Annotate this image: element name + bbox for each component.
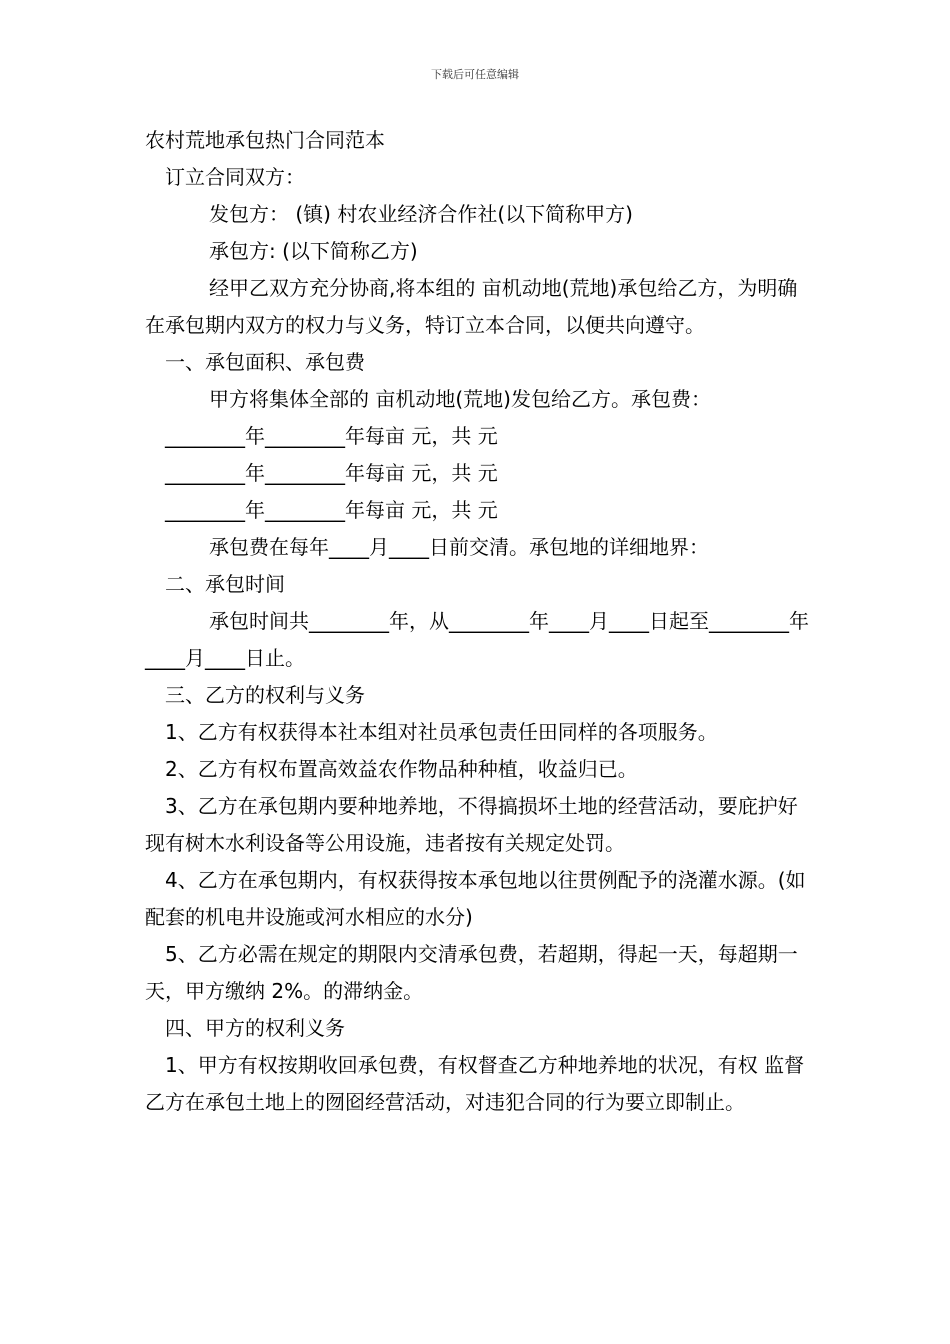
list-item: 4、乙方在承包期内，有权获得按本承包地以往贯例配予的浇灌水源。(如配套的机电井设施或河水相应的水分) [145, 868, 806, 929]
payment-deadline: 承包费在每年____月____日前交清。承包地的详细地界： [209, 535, 709, 559]
section-2-heading: 二、承包时间 [165, 572, 285, 596]
intro-paragraph: 经甲乙双方充分协商,将本组的 亩机动地(荒地)承包给乙方，为明确在承包期内双方的权力与义务，特订立本合同，以便共向遵守。 [145, 276, 798, 337]
list-item: 1、甲方有权按期收回承包费，有权督查乙方种地养地的状况，有权 监督乙方在承包土地上的囫囵经营活动，对违犯合同的行为要立即制止。 [145, 1053, 805, 1114]
list-item: 2、乙方有权布置高效益农作物品种种植，收益归已。 [165, 757, 638, 781]
document-body [145, 122, 810, 1121]
list-item: 3、乙方在承包期内要种地养地，不得搞损坏土地的经营活动，要庇护好现有树木水利设备等公用设施，违者按有关规定处罚。 [145, 794, 798, 855]
document-title: 农村荒地承包热门合同范本 [145, 128, 385, 152]
contract-period: 承包时间共________年，从________年____月____日起至________年____月____日止。 [145, 609, 809, 670]
section-1-heading: 一、承包面积、承包费 [165, 350, 365, 374]
parties-heading: 订立合同双方： [165, 165, 305, 189]
fee-line: ________年________年每亩 元，共 元 [165, 461, 498, 485]
list-item: 5、乙方必需在规定的期限内交清承包费，若超期，得起一天，每超期一天，甲方缴纳 2%。的滞纳金。 [145, 942, 798, 1003]
party-b: 承包方: (以下简称乙方) [209, 239, 418, 263]
fee-line: ________年________年每亩 元，共 元 [165, 424, 498, 448]
section-3-heading: 三、乙方的权利与义务 [165, 683, 365, 707]
page-header: 下载后可任意编辑 [431, 68, 519, 81]
party-a: 发包方： (镇) 村农业经济合作社(以下简称甲方) [209, 202, 633, 226]
section-1-text: 甲方将集体全部的 亩机动地(荒地)发包给乙方。承包费： [209, 387, 711, 411]
list-item: 1、乙方有权获得本社本组对社员承包责任田同样的各项服务。 [165, 720, 718, 744]
fee-line: ________年________年每亩 元，共 元 [165, 498, 498, 522]
section-4-heading: 四、甲方的权利义务 [165, 1016, 345, 1040]
